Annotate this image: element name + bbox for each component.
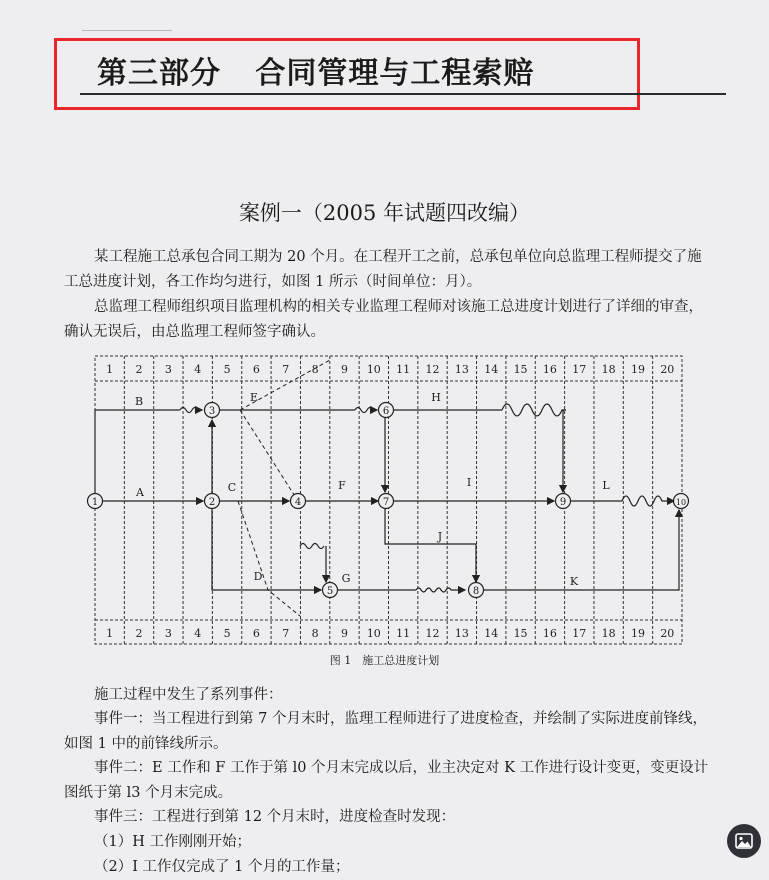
month-label: 3 [164, 627, 172, 640]
month-label: 5 [223, 627, 231, 640]
node-label: 6 [382, 406, 390, 417]
node-label: 9 [559, 497, 567, 508]
node-label: 7 [382, 497, 390, 508]
node-label: 3 [208, 406, 216, 417]
image-view-button[interactable] [727, 824, 761, 858]
activity-label-a: A [136, 486, 144, 499]
month-label: 16 [542, 627, 557, 640]
activity-b-line [95, 410, 180, 494]
month-label: 4 [194, 363, 202, 376]
intro-paragraph-1: 某工程施工总承包合同工期为 20 个月。在工程开工之前，总承包单位向总监理工程师提交了施工总进度计划，各工作均匀进行，如图 1 所示（时间单位：月）。 [64, 249, 702, 290]
month-label: 10 [366, 627, 381, 640]
month-label: 11 [396, 627, 411, 640]
month-label: 17 [572, 363, 587, 376]
month-label: 15 [513, 363, 528, 376]
part-title: 第三部分 合同管理与工程索赔 [97, 56, 535, 91]
activity-label-d: D [253, 570, 263, 583]
month-label: 12 [425, 627, 440, 640]
month-label: 8 [311, 627, 319, 640]
month-label: 13 [454, 627, 469, 640]
month-label: 16 [542, 363, 557, 376]
month-label: 1 [106, 363, 114, 376]
event-2: 事件二：E 工作和 F 工作于第 l0 个月末完成以后，业主决定对 K 工作进行设计变更，变更设计图纸于第 l3 个月末完成。 [64, 760, 709, 801]
activity-k-line [484, 510, 679, 590]
month-label: 4 [194, 627, 202, 640]
month-label: 19 [630, 363, 645, 376]
node-label: 1 [91, 497, 99, 508]
activity-label-j: J [437, 530, 443, 543]
month-label: 1 [106, 627, 114, 640]
month-label: 7 [282, 363, 290, 376]
month-label: 9 [340, 627, 348, 640]
event-1: 事件一：当工程进行到第 7 个月末时，监理工程师进行了进度检查，并绘制了实际进度前锋线，如图 1 中的前锋线所示。 [64, 711, 707, 752]
activity-label-g: G [341, 572, 351, 585]
activity-label-i: I [466, 476, 472, 489]
month-label: 19 [630, 627, 645, 640]
activity-g-wave [416, 588, 465, 592]
month-label: 15 [513, 627, 528, 640]
month-label: 6 [252, 363, 260, 376]
intro-paragraph-2: 总监理工程师组织项目监理机构的相关专业监理工程师对该施工总进度计划进行了详细的审查，确认无误后，由总监理工程师签字确认。 [64, 299, 703, 340]
events-intro: 施工过程中发生了系列事件： [94, 687, 283, 703]
month-label: 20 [660, 627, 675, 640]
case-title: 案例一（2005 年试题四改编） [238, 201, 531, 225]
node-label: 8 [472, 586, 480, 597]
month-label: 3 [164, 363, 172, 376]
activity-label-h: H [431, 391, 441, 404]
month-label: 11 [396, 363, 411, 376]
month-label: 5 [223, 363, 231, 376]
activity-j-line [385, 509, 476, 582]
node-label: 10 [675, 498, 687, 507]
month-label: 10 [366, 363, 381, 376]
month-label: 9 [340, 363, 348, 376]
image-icon [735, 833, 753, 849]
activity-label-l: L [602, 479, 610, 492]
month-label: 14 [484, 363, 499, 376]
activity-label-e: E [249, 391, 259, 404]
month-label: 17 [572, 627, 587, 640]
month-label: 14 [484, 627, 499, 640]
activity-label-c: C [227, 481, 237, 494]
activity-label-b: B [134, 395, 144, 408]
dummy-4-5-wave [300, 544, 324, 549]
month-label: 2 [135, 627, 143, 640]
progress-front-line [238, 410, 300, 616]
activity-e-wave [355, 408, 377, 413]
month-label: 7 [282, 627, 290, 640]
figure-caption: 图 1 施工总进度计划 [329, 654, 440, 667]
activity-label-f: F [338, 479, 346, 492]
month-label: 12 [425, 363, 440, 376]
activity-label-k: K [569, 575, 579, 588]
node-label: 2 [208, 497, 216, 508]
month-label: 6 [252, 627, 260, 640]
event-3: 事件三：工程进行到第 12 个月末时，进度检查时发现： [94, 809, 456, 825]
month-label: 20 [660, 363, 675, 376]
month-label: 18 [601, 627, 616, 640]
month-label: 18 [601, 363, 616, 376]
node-label: 5 [326, 586, 334, 597]
event-3-item-2: （2）I 工作仅完成了 1 个月的工作量； [94, 859, 350, 875]
activity-d-line [212, 509, 321, 590]
month-label: 13 [454, 363, 469, 376]
node-label: 4 [294, 497, 302, 508]
event-3-item-1: （1）H 工作刚刚开始； [94, 834, 251, 850]
activity-h-wave [502, 404, 566, 416]
month-label: 8 [311, 363, 319, 376]
month-label: 2 [135, 363, 143, 376]
activity-l-wave [622, 496, 674, 506]
